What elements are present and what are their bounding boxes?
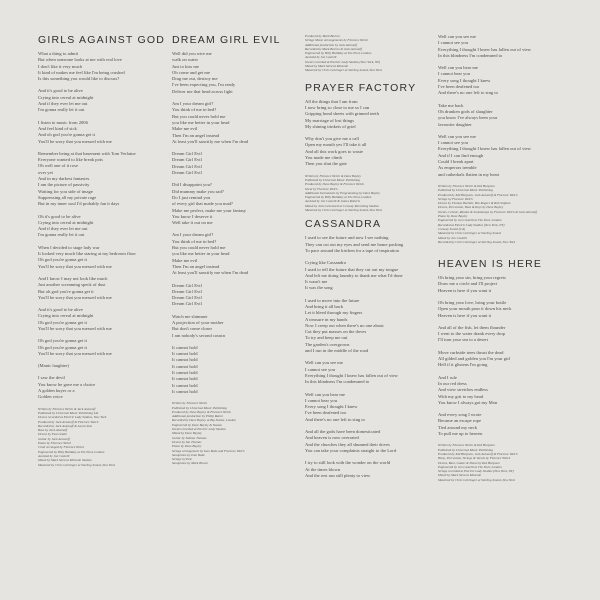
credit-line: Engineered by Billy Halliday at The Pool, London bbox=[38, 449, 105, 454]
song-lyrics bbox=[438, 34, 566, 178]
lyric-line: And bring it all back bbox=[305, 303, 344, 309]
lyric-line: I now bring so close to me so I can bbox=[305, 104, 370, 110]
lyric-line: You know I deserve it bbox=[172, 213, 213, 219]
lyric-line: Well can you see me bbox=[438, 133, 476, 139]
song-title: CASSANDRA bbox=[305, 218, 382, 231]
lyric-line: Oh god you're gonna get it bbox=[38, 338, 87, 344]
lyric-line: I've been deafened too bbox=[305, 410, 347, 416]
lyric-line: It cannot hold bbox=[172, 351, 198, 357]
lyric-line: Deliver me that head across light bbox=[172, 88, 233, 94]
lyric-line: Did mummy make you sad? bbox=[172, 188, 224, 194]
lyric-line: You'll be sorry that you messed with me bbox=[38, 138, 112, 144]
song-lyrics bbox=[172, 51, 300, 395]
lyric-line: Open my mouth yes I'll take it all bbox=[305, 142, 367, 148]
lyric-line: I try to still look with the wonder on the world bbox=[305, 460, 391, 466]
lyric-line: I cannot hear you bbox=[305, 397, 338, 403]
lyric-line: And it's good to be alive bbox=[38, 307, 83, 313]
lyric-line: It cannot hold bbox=[172, 388, 198, 394]
lyric-line: And the rest run still plenty to view bbox=[305, 472, 371, 478]
credit-line: Produced by Mark Barron bbox=[305, 34, 340, 38]
credit-line: Strings arrangement by Ivan Bode and Florence Welch bbox=[172, 448, 245, 453]
credit-line: Written by Florence Welch & Jack Antonoff bbox=[38, 406, 96, 411]
lyric-line: Oh bring your love, bring your bottle bbox=[438, 299, 507, 305]
lyric-line: Became an escape rope bbox=[438, 418, 481, 424]
song-block-heaven-is-here bbox=[438, 258, 566, 482]
lyric-line: I cannot see you bbox=[438, 140, 468, 146]
lyric-line: Every song I thought I knew bbox=[438, 77, 491, 83]
lyric-line: Crying like Cassandra bbox=[305, 260, 346, 266]
lyric-line: Open your mouth pour it down his neck bbox=[438, 306, 512, 312]
lyric-line: over yet bbox=[38, 169, 53, 175]
lyric-line: I'm gonna really let it out bbox=[38, 107, 85, 113]
credit-line: Guitar by Jack Antonoff bbox=[38, 436, 70, 441]
lyric-line: At least you'll sanctify me when I'm dead bbox=[172, 270, 249, 276]
lyric-line: And I know I may not look like much bbox=[38, 275, 108, 281]
lyric-line: Hell if it glistens I'm going bbox=[438, 362, 488, 368]
lyric-line: It wasn't me bbox=[305, 279, 328, 285]
lyric-line: Dream Girl Evil bbox=[172, 157, 202, 163]
credit-line: Guitar by Nathan Thomas bbox=[172, 435, 207, 440]
lyric-line: Why don't you give me a call bbox=[305, 136, 359, 142]
lyric-line: Do I just remind you bbox=[172, 194, 211, 200]
song-block-cassandra bbox=[305, 218, 433, 479]
credit-line: Mixed by Mark Stent at Mixsuite bbox=[305, 64, 349, 69]
lyric-line: Make me perfect, make me your fantasy bbox=[172, 207, 247, 213]
credit-line: Produced by Kid Harpoon, Jack Antonoff & Florence Welch bbox=[438, 192, 518, 197]
lyric-line: of every girl that made you mad? bbox=[172, 201, 233, 207]
lyric-line: Am I your dream girl? bbox=[172, 101, 214, 107]
lyric-line: And heaven is now overrated bbox=[305, 435, 359, 441]
lyric-line: Well take it out on me bbox=[172, 220, 213, 226]
credit-line: Written by Florence Welch & Dave Bayley bbox=[305, 173, 361, 178]
credit-line: Vocals recorded at Electric Lady Studios bbox=[172, 427, 226, 432]
lyric-line: It cannot hold bbox=[172, 344, 198, 350]
credit-line: Mixed by Mark Stent at Mixsuite bbox=[438, 473, 482, 478]
credit-line: Additional Instruments by Programming by Dave Bayley bbox=[305, 190, 380, 195]
lyric-line: I'm gonna really let it out bbox=[38, 232, 85, 238]
lyric-line: I used to tell the future that they cut out my tongue bbox=[305, 266, 399, 272]
song-credits bbox=[305, 174, 433, 213]
lyric-line: Well can you hear me bbox=[438, 65, 478, 71]
lyric-line: But you could never hold me bbox=[172, 245, 226, 251]
credit-line: Recorded at Electric Lady Studios (New York, NY) bbox=[438, 222, 505, 227]
lyric-line: Did I disappoint you? bbox=[172, 182, 212, 188]
song-credits bbox=[172, 401, 300, 465]
lyric-line: I used to move into the future bbox=[305, 297, 360, 303]
lyric-line: And all this work goes to waste bbox=[305, 148, 363, 154]
lyric-line: And all of the fish, let them flounder bbox=[438, 324, 506, 330]
credit-line: Vocals recorded at Electric Lady Studios (New York, NY) bbox=[305, 59, 380, 64]
lyric-line: Dream Girl Evil bbox=[172, 151, 202, 157]
lyric-line: Could I break apart bbox=[438, 159, 474, 165]
lyric-line: Well can you see me bbox=[305, 360, 343, 366]
credit-line: Assisted by Jon Castelli & James Roberts bbox=[305, 199, 360, 204]
lyric-line: And view stretches endless bbox=[438, 387, 488, 393]
lyric-line: Tied around my neck bbox=[438, 424, 477, 430]
lyric-line: Draw me a circle and I'll project bbox=[438, 281, 498, 287]
song-lyrics bbox=[438, 275, 566, 437]
lyric-line: A projection of your mother bbox=[172, 319, 224, 325]
credit-line: Drums by Ian Thomas bbox=[172, 439, 202, 444]
lyric-line: Take me back bbox=[438, 102, 464, 108]
lyric-line: In this blindness I'm condemned to bbox=[438, 52, 503, 58]
credit-line: Recorded by Dave Bayley at Big Smoke, London bbox=[172, 418, 236, 423]
song-block-dream-girl-evil bbox=[172, 34, 300, 466]
lyric-line: you like me better in your head bbox=[172, 119, 230, 125]
credit-line: Harp, Percussion, Strings & Vocals by Florence Welch bbox=[438, 456, 511, 461]
song-credits bbox=[38, 407, 166, 467]
credit-line: Strings by Florence Welch bbox=[438, 196, 473, 201]
lyric-line: All gilded and golden you I'm your girl bbox=[438, 356, 511, 362]
song-credits bbox=[438, 443, 566, 482]
credit-line: Drums by Evan Smith bbox=[38, 432, 67, 437]
lyric-line: Everything I thought I knew has fallen out of view bbox=[438, 146, 532, 152]
lyric-line: It was the song bbox=[305, 285, 333, 291]
lyric-line: And there's no one left to sing to bbox=[305, 416, 365, 422]
lyric-line: Now I creep out when there's no one about bbox=[305, 322, 384, 328]
lyric-line: In our red dress bbox=[438, 380, 467, 386]
credit-line: Mixed by John Greenwell at Conway Recording Studios bbox=[305, 203, 379, 208]
lyric-line: But oh god you're gonna get it bbox=[38, 288, 94, 294]
lyric-line: And feel kind of sick bbox=[38, 125, 77, 131]
lyric-line: and cathedrals flatten in my heart bbox=[438, 171, 500, 177]
song-credits bbox=[438, 184, 566, 244]
song-lyrics bbox=[38, 51, 166, 401]
lyric-line: (Manic laughter) bbox=[38, 363, 69, 369]
lyric-line: To pull me up to heaven bbox=[438, 431, 483, 437]
lyric-line: And I rule bbox=[438, 374, 457, 380]
song-title: GIRLS AGAINST GOD bbox=[38, 34, 165, 46]
lyric-line: I listen to music from 2006 bbox=[38, 119, 88, 125]
credit-line: Additional production by Philip Raimi bbox=[172, 414, 223, 419]
credit-line: Choir arranged by Florence Welch bbox=[38, 445, 85, 450]
credit-line: Mastered by Chris Gehringer at Sterling Sound, New York bbox=[438, 477, 515, 482]
lyric-line: Then I'm an angel instead bbox=[172, 132, 220, 138]
lyric-line: You'll be sorry that you messed with me bbox=[38, 294, 112, 300]
lyric-line: Oh god you're gonna get it bbox=[38, 319, 87, 325]
credit-line: Conway Sound (CA) bbox=[438, 226, 466, 231]
lyric-line: I am the picture of passivity bbox=[38, 182, 90, 188]
lyric-line: Heaven is here if you want it bbox=[438, 287, 492, 293]
lyric-line: It cannot hold bbox=[172, 357, 198, 363]
lyric-line: And it's good to be alive bbox=[38, 88, 83, 94]
credit-line: Strings recorded at Electric Lady Studios (New York, NY) bbox=[438, 469, 514, 474]
credit-line: Engineered by Jon Castelli at The Pool, London bbox=[438, 464, 502, 469]
song-lyrics bbox=[305, 99, 433, 168]
lyric-line: I cannot see you bbox=[438, 40, 468, 46]
lyric-line: you like me better in your head bbox=[172, 251, 230, 257]
lyric-line: Dream Girl Evil bbox=[172, 288, 202, 294]
credit-line: Mixed by Jon Castelli bbox=[438, 235, 467, 240]
credit-line: Recorded by Jack Antonoff & Laura Sisk bbox=[38, 423, 92, 428]
lyric-line: And the churches they all shunned their doves bbox=[305, 441, 390, 447]
lyric-line: When I decided to stage lady war bbox=[38, 244, 100, 250]
lyric-line: You can take your complaints straight to the Lord bbox=[305, 447, 397, 453]
credit-line: Piano by Dave Bayley bbox=[438, 214, 468, 219]
lyric-line: A golden buyer or a bbox=[38, 388, 75, 394]
lyric-line: Oh well one of it rose bbox=[38, 163, 78, 169]
lyric-line: In this blindness I'm condemned to bbox=[305, 379, 370, 385]
lyric-line: It looked very much like staring at my bedroom floor bbox=[38, 251, 136, 257]
credit-line: Mastered by Chris Gehringer at Sterling Sound, New York bbox=[305, 208, 382, 213]
lyric-line: Oh bring your sin, bring your regrets bbox=[438, 275, 506, 281]
lyric-line: I've been expecting you, I'm ready bbox=[172, 82, 236, 88]
credit-line: Written by Florence Welch bbox=[172, 401, 208, 406]
lyric-line: Oh god you're gonna get it bbox=[38, 344, 87, 350]
credit-line: Produced by Dave Bayley & Florence Welch bbox=[305, 182, 364, 187]
lyric-line: Am I your dream girl? bbox=[172, 232, 214, 238]
lyric-line: You think of me in bed? bbox=[172, 107, 217, 113]
credit-line: Mastered by Chris Gehringer at Sterling Sound bbox=[438, 231, 501, 236]
lyric-line: favourite daughter bbox=[438, 121, 472, 127]
credit-line: Vocal by Florence Welch bbox=[305, 186, 338, 191]
lyric-line: You made me climb bbox=[305, 155, 342, 161]
lyric-line: Oh it's good to be alive bbox=[38, 213, 81, 219]
lyric-line: It cannot hold bbox=[172, 376, 198, 382]
credit-line: Piano by Dave Bayley bbox=[172, 444, 202, 449]
lyrics-column-4 bbox=[438, 34, 566, 482]
lyric-line: Gripping bond sheets with grinned teeth bbox=[305, 111, 379, 117]
credit-line: Published by Universal Music Publishing Ltd bbox=[38, 410, 99, 415]
lyric-line: With my grit to my head bbox=[438, 393, 484, 399]
lyric-line: Well did you wire me bbox=[172, 51, 212, 56]
song-spacer bbox=[438, 244, 566, 258]
lyric-line: Everything I thought I knew has fallen out of view bbox=[305, 372, 399, 378]
lyric-line: Oh god you're gonna get it bbox=[38, 257, 87, 263]
lyric-line: But you could never hold me bbox=[172, 113, 226, 119]
credit-line: Strings Music Arrangements by Florence Welch bbox=[305, 38, 368, 43]
lyric-line: Move curbside trees thrust the dead bbox=[438, 349, 504, 355]
credit-line: Drums by Thomas Bartlett, Ben Rogers & Rob Shipton bbox=[438, 201, 511, 206]
lyric-line: Well can you hear me bbox=[305, 391, 345, 397]
lyric-line: A treasure in my hands bbox=[305, 316, 348, 322]
lyric-line: You know I always got my Mon bbox=[438, 399, 498, 405]
lyric-line: My marriage of lost things bbox=[305, 117, 354, 123]
credit-line: Published by Universal Music Publishing bbox=[438, 447, 493, 452]
lyric-line: Golden voice bbox=[38, 394, 63, 400]
lyric-line: I don't like it very much bbox=[38, 63, 83, 69]
credit-line: Produced by Dave Bayley & Florence Welch bbox=[172, 409, 231, 414]
credit-line: Recorded by Mark Barron & Jack Antonoff bbox=[305, 46, 363, 51]
lyric-line: Just to kiss me bbox=[172, 63, 199, 69]
credit-line: Produced by Kid Harpoon, Jack Antonoff & Florence Welch bbox=[438, 451, 518, 456]
lyric-line: What a thing to admit bbox=[38, 51, 79, 56]
lyric-line: You think of me in bed? bbox=[172, 238, 217, 244]
song-title: DREAM GIRL EVIL bbox=[172, 34, 281, 46]
lyric-line: Dream Girl Evil bbox=[172, 163, 202, 169]
credit-line: Drums recorded at Electric Lady Studios, New York bbox=[38, 415, 107, 420]
lyric-line: Every song I thought I knew bbox=[305, 404, 358, 410]
lyric-line: Dream Girl Evil bbox=[172, 170, 202, 176]
credit-line: Published by Universal Music Publishing bbox=[305, 177, 360, 182]
lyric-line: And if they ever let me out bbox=[38, 101, 88, 107]
lyric-line: It cannot hold bbox=[172, 363, 198, 369]
lyric-line: At the times blown bbox=[305, 466, 341, 472]
lyric-line: Remember being at that basement with Tom Verlaine bbox=[38, 150, 136, 156]
credit-line: Assisted by Jon Castelli bbox=[38, 453, 70, 458]
song-block-girls-against-god bbox=[38, 34, 166, 467]
lyric-line: Just another screaming speck of dust bbox=[38, 282, 106, 288]
lyric-line: I used to see the future and now I see nothing bbox=[305, 235, 389, 241]
song-title: PRAYER FACTORY bbox=[305, 81, 417, 94]
lyric-line: As emperors tremble bbox=[438, 165, 477, 171]
lyric-line: Crying into cereal at midnight bbox=[38, 219, 94, 225]
lyric-line: And if I can find enough bbox=[438, 152, 484, 158]
credit-line: Saxophone by Ivan Bode bbox=[172, 452, 205, 457]
lyric-line: It cannot hold bbox=[172, 382, 198, 388]
credit-line: Bass by Jack Antonoff bbox=[38, 428, 68, 433]
lyric-line: Waiting for you side of image bbox=[38, 188, 93, 194]
credit-line: Written by Florence Welch & Kid Harpoon bbox=[438, 443, 495, 448]
lyric-line: And there's no one left to sing to bbox=[438, 90, 498, 96]
song-block-prayer-factory bbox=[305, 34, 433, 212]
credit-line: Additional production by Jack Antonoff bbox=[305, 42, 358, 47]
lyric-line: And oh god you're gonna get it bbox=[38, 132, 95, 138]
credit-line: Published by Universal Music Publishing bbox=[172, 405, 227, 410]
lyric-line: And in my darkest fantasies bbox=[38, 176, 90, 182]
song-title: HEAVEN IS HERE bbox=[438, 258, 543, 271]
lyric-line: Watch me shimmer bbox=[172, 313, 208, 319]
credit-line: Mastered by Chris Gehringer at Sterling Sound, New York bbox=[305, 68, 382, 73]
lyric-line: I cannot hear you bbox=[438, 71, 471, 77]
credit-line: Engineered by Billy Halliday at The Pool, London bbox=[305, 51, 372, 56]
lyric-line: Well can you see me bbox=[438, 34, 476, 39]
lyric-line: and I run in the middle of the road bbox=[305, 348, 369, 354]
credit-line: Piano by Florence Welch bbox=[38, 441, 72, 446]
credit-line: Recorded by Chris Gehringer at Sterling Sound, New York bbox=[438, 239, 516, 244]
lyrics-column-2 bbox=[172, 34, 300, 466]
lyric-line: Dream Girl Evil bbox=[172, 282, 202, 288]
lyric-line: Heaven is here if you want it bbox=[438, 312, 492, 318]
lyrics-column-3 bbox=[305, 34, 433, 479]
lyric-line: You'll be sorry that you messed with me bbox=[38, 350, 112, 356]
lyric-line: You'll be sorry that you messed with me bbox=[38, 263, 112, 269]
lyric-line: I saw the devil bbox=[38, 375, 65, 381]
lyric-line: It kind of makes me feel like I'm being crushed bbox=[38, 69, 125, 75]
lyric-line: The garden's overgrown bbox=[305, 341, 350, 347]
lyric-line: And left me doing laundry to thank me what I'd done bbox=[305, 272, 403, 278]
lyric-line: I've been deafened too bbox=[438, 84, 480, 90]
lyric-line: Dream Girl Evil bbox=[172, 295, 202, 301]
lyric-line: I am nobody's second cousin bbox=[172, 332, 225, 338]
lyric-line: Everyone wanted to like break pots bbox=[38, 157, 103, 163]
credit-line: Vocals, Celeste, Rhodes & Soundscape by Florence Welch & Jack Antonoff bbox=[438, 209, 537, 214]
song-top-credits bbox=[305, 34, 433, 73]
lyric-line: They can cut out my eyes and send me home packing bbox=[305, 241, 404, 247]
lyric-line: Everything I thought I knew has fallen out of view bbox=[438, 46, 532, 52]
song-lyrics bbox=[305, 235, 433, 479]
credit-line: Engineered by Billy Halliday at The Pool, London bbox=[305, 195, 372, 200]
lyric-line: Is this something you would like to discuss? bbox=[38, 76, 120, 82]
credit-line: Mixed by Dave Bayley bbox=[172, 431, 202, 436]
lyric-line: To pace around the kitchen for a tape of inspiration bbox=[305, 247, 399, 253]
lyric-line: walk on water bbox=[172, 57, 199, 63]
lyric-line: Make me evil bbox=[172, 126, 198, 132]
lyric-line: Then I'm an angel instead bbox=[172, 263, 220, 269]
lyric-line: Make me evil bbox=[172, 257, 198, 263]
song-block-col4-continuation bbox=[438, 34, 566, 244]
lyric-line: Crying into cereal at midnight bbox=[38, 313, 94, 319]
credit-line: Written by Florence Welch & Kid Harpoon bbox=[438, 183, 495, 188]
credit-line: Mastered by Chris Gehringer at Sterling Sound, New York bbox=[38, 462, 115, 467]
lyric-line: Suppressing all my private rage bbox=[38, 194, 97, 200]
lyrics-column-1 bbox=[38, 34, 166, 467]
lyric-line: Then you shut the gate bbox=[305, 161, 347, 167]
lyric-line: you know I've always been your bbox=[438, 115, 498, 121]
lyric-line: You'll be sorry that you messed with me bbox=[38, 325, 112, 331]
lyric-line: But in my inner soul I'd probably fan it days bbox=[38, 201, 120, 207]
credit-line: Assisted by Jon Castelli bbox=[305, 55, 337, 60]
lyric-line: Drag me out, destroy me bbox=[172, 76, 218, 82]
lyric-line: And all the gods have been domesticated bbox=[305, 429, 381, 435]
credit-line: Mixed by Mark Stent at Mixsuite Studios bbox=[38, 458, 92, 463]
lyric-line: You know he gave me a choice bbox=[38, 381, 96, 387]
credit-line: Engineered by Jon Castelli at The Pool, London bbox=[438, 218, 502, 223]
lyric-line: I'll turn your sea to a desert bbox=[438, 337, 489, 343]
credit-line: Produced by Jack Antonoff & Florence Welch bbox=[38, 419, 99, 424]
lyric-line: It cannot hold bbox=[172, 370, 198, 376]
lyric-line: All the things that I am from bbox=[305, 98, 358, 104]
lyric-line: Dream Girl Evil bbox=[172, 301, 202, 307]
lyric-line: Oh come and get me bbox=[172, 69, 211, 75]
lyric-line: And if they ever let me out bbox=[38, 226, 88, 232]
lyric-line: My shining trinkets of grief bbox=[305, 123, 356, 129]
lyric-line: But don't come closer bbox=[172, 326, 212, 332]
credit-line: Drums, Bass, Guitar & Piano by Kid Harpoon bbox=[438, 460, 500, 465]
lyric-line: Oh drunken gods of slaughter bbox=[438, 108, 493, 114]
credit-line: Strings by Pete bbox=[172, 457, 192, 462]
lyric-line: To try and keep me out bbox=[305, 335, 348, 341]
lyric-line: And every song I wrote bbox=[438, 412, 482, 418]
lyric-line: But when someone looks at me with real love bbox=[38, 57, 122, 63]
credit-line: Drums, Percussion, Bass & Keys by Dave Bayley bbox=[438, 205, 504, 210]
lyric-line: Cut they put masses on the doves bbox=[305, 329, 367, 335]
credit-line: Saxophone by Mark Brown bbox=[172, 461, 208, 466]
lyric-line: I went to the water drank every drop bbox=[438, 331, 505, 337]
credit-line: Engineered by Dave Bayley & Nastas bbox=[172, 422, 222, 427]
lyric-line: Let it bleed through my fingers bbox=[305, 310, 363, 316]
lyric-line: Crying into cereal at midnight bbox=[38, 94, 94, 100]
credit-line: Published by Universal Music Publishing bbox=[438, 188, 493, 193]
lyric-line: I cannot see you bbox=[305, 366, 335, 372]
lyric-line: At least you'll sanctify me when I'm dead bbox=[172, 138, 249, 144]
